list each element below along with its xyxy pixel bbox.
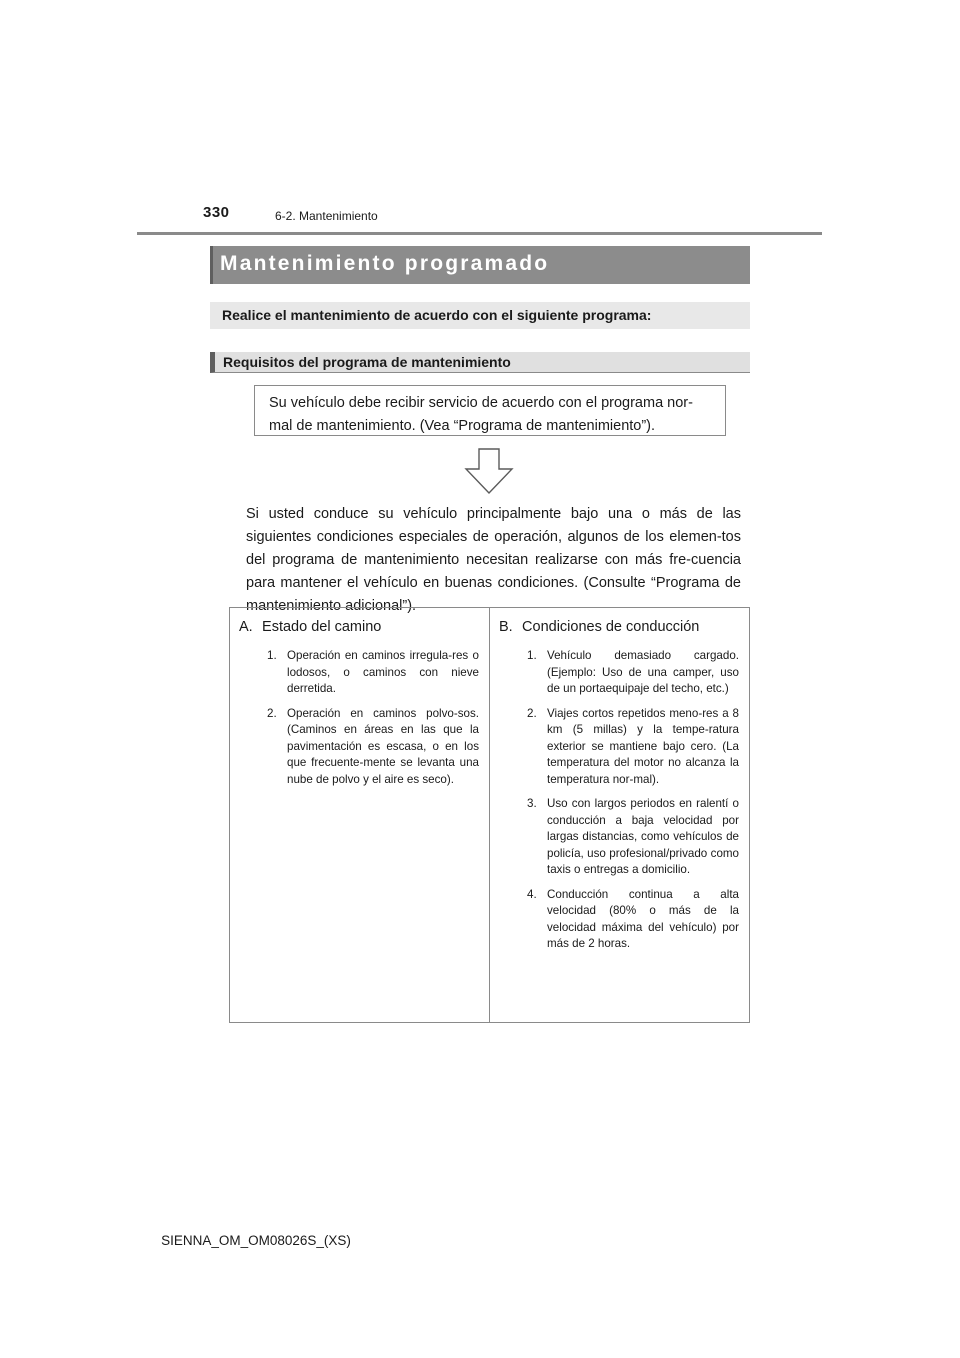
column-heading — [239, 619, 381, 635]
requirements-heading-bar — [210, 352, 750, 373]
road-conditions-list — [230, 648, 489, 796]
item-number: 3. — [527, 797, 537, 810]
column-letter: B. — [499, 619, 513, 635]
item-number: 2. — [267, 706, 277, 720]
down-arrow-icon — [464, 448, 514, 494]
item-text: Viajes cortos repetidos meno-res a 8 km (5 millas) y la tempe-ratura exterior se mantiene bajo cero. (La temperatura del motor no alcanza la temperatura nor-mal). — [547, 706, 739, 786]
list-item — [490, 796, 749, 879]
item-text: Operación en caminos polvo-sos. (Caminos en áreas en las que la pavimentación es escasa, o en los que frecuente-mente se levanta una nube de polvo y el aire es seco). — [287, 706, 479, 786]
item-text: Vehículo demasiado cargado. (Ejemplo: Uso de una camper, uso de un portaequipaje del techo, etc.) — [547, 649, 739, 695]
header-rule — [137, 232, 822, 235]
requirements-heading: Requisitos del programa de mantenimiento — [223, 354, 511, 370]
page-title-bar — [210, 246, 750, 284]
item-number: 4. — [527, 887, 537, 901]
item-number: 2. — [527, 706, 537, 720]
body-paragraph: Si usted conduce su vehículo principalmente bajo una o más de las siguientes condiciones especiales de operación, algunos de los elemen-tos del programa de mantenimiento necesitan realizarse con más fre-cuencia para mantener el vehículo en buenas condiciones. (Consulte “Programa de mantenimiento adicional”). — [246, 506, 741, 614]
item-text: Operación en caminos irregula-res o lodosos, o caminos con nieve derretida. — [287, 649, 479, 695]
column-heading — [499, 619, 699, 635]
notice-box — [254, 385, 726, 436]
page-number: 330 — [203, 204, 230, 221]
list-item — [230, 648, 489, 698]
item-text: Uso con largos periodos en ralentí o conducción a baja velocidad por largas distancias, como vehículos de policía, uso profesional/privado como taxis o entregas a domicilio. — [547, 797, 739, 876]
section-label: 6-2. Mantenimiento — [275, 209, 378, 223]
column-title: Condiciones de conducción — [522, 619, 700, 635]
column-title: Estado del camino — [262, 619, 382, 635]
driving-conditions-list — [490, 648, 749, 961]
intro-text: Realice el mantenimiento de acuerdo con el siguiente programa: — [222, 307, 652, 323]
document-code: SIENNA_OM_OM08026S_(XS) — [161, 1233, 351, 1248]
page-title: Mantenimiento programado — [220, 252, 550, 275]
list-item — [490, 648, 749, 698]
notice-text: Su vehículo debe recibir servicio de acuerdo con el programa nor-mal de mantenimiento. (Vea “Programa de mantenimiento”). — [269, 395, 693, 434]
conditions-table — [229, 607, 750, 1023]
list-item — [490, 887, 749, 953]
list-item — [230, 706, 489, 789]
intro-bar — [210, 302, 750, 329]
item-text: Conducción continua a alta velocidad (80% o más de la velocidad máxima del vehículo) por más de 2 horas. — [547, 887, 739, 950]
column-letter: A. — [239, 619, 253, 635]
list-item — [490, 706, 749, 789]
item-number: 1. — [527, 649, 537, 662]
item-number: 1. — [267, 649, 277, 662]
